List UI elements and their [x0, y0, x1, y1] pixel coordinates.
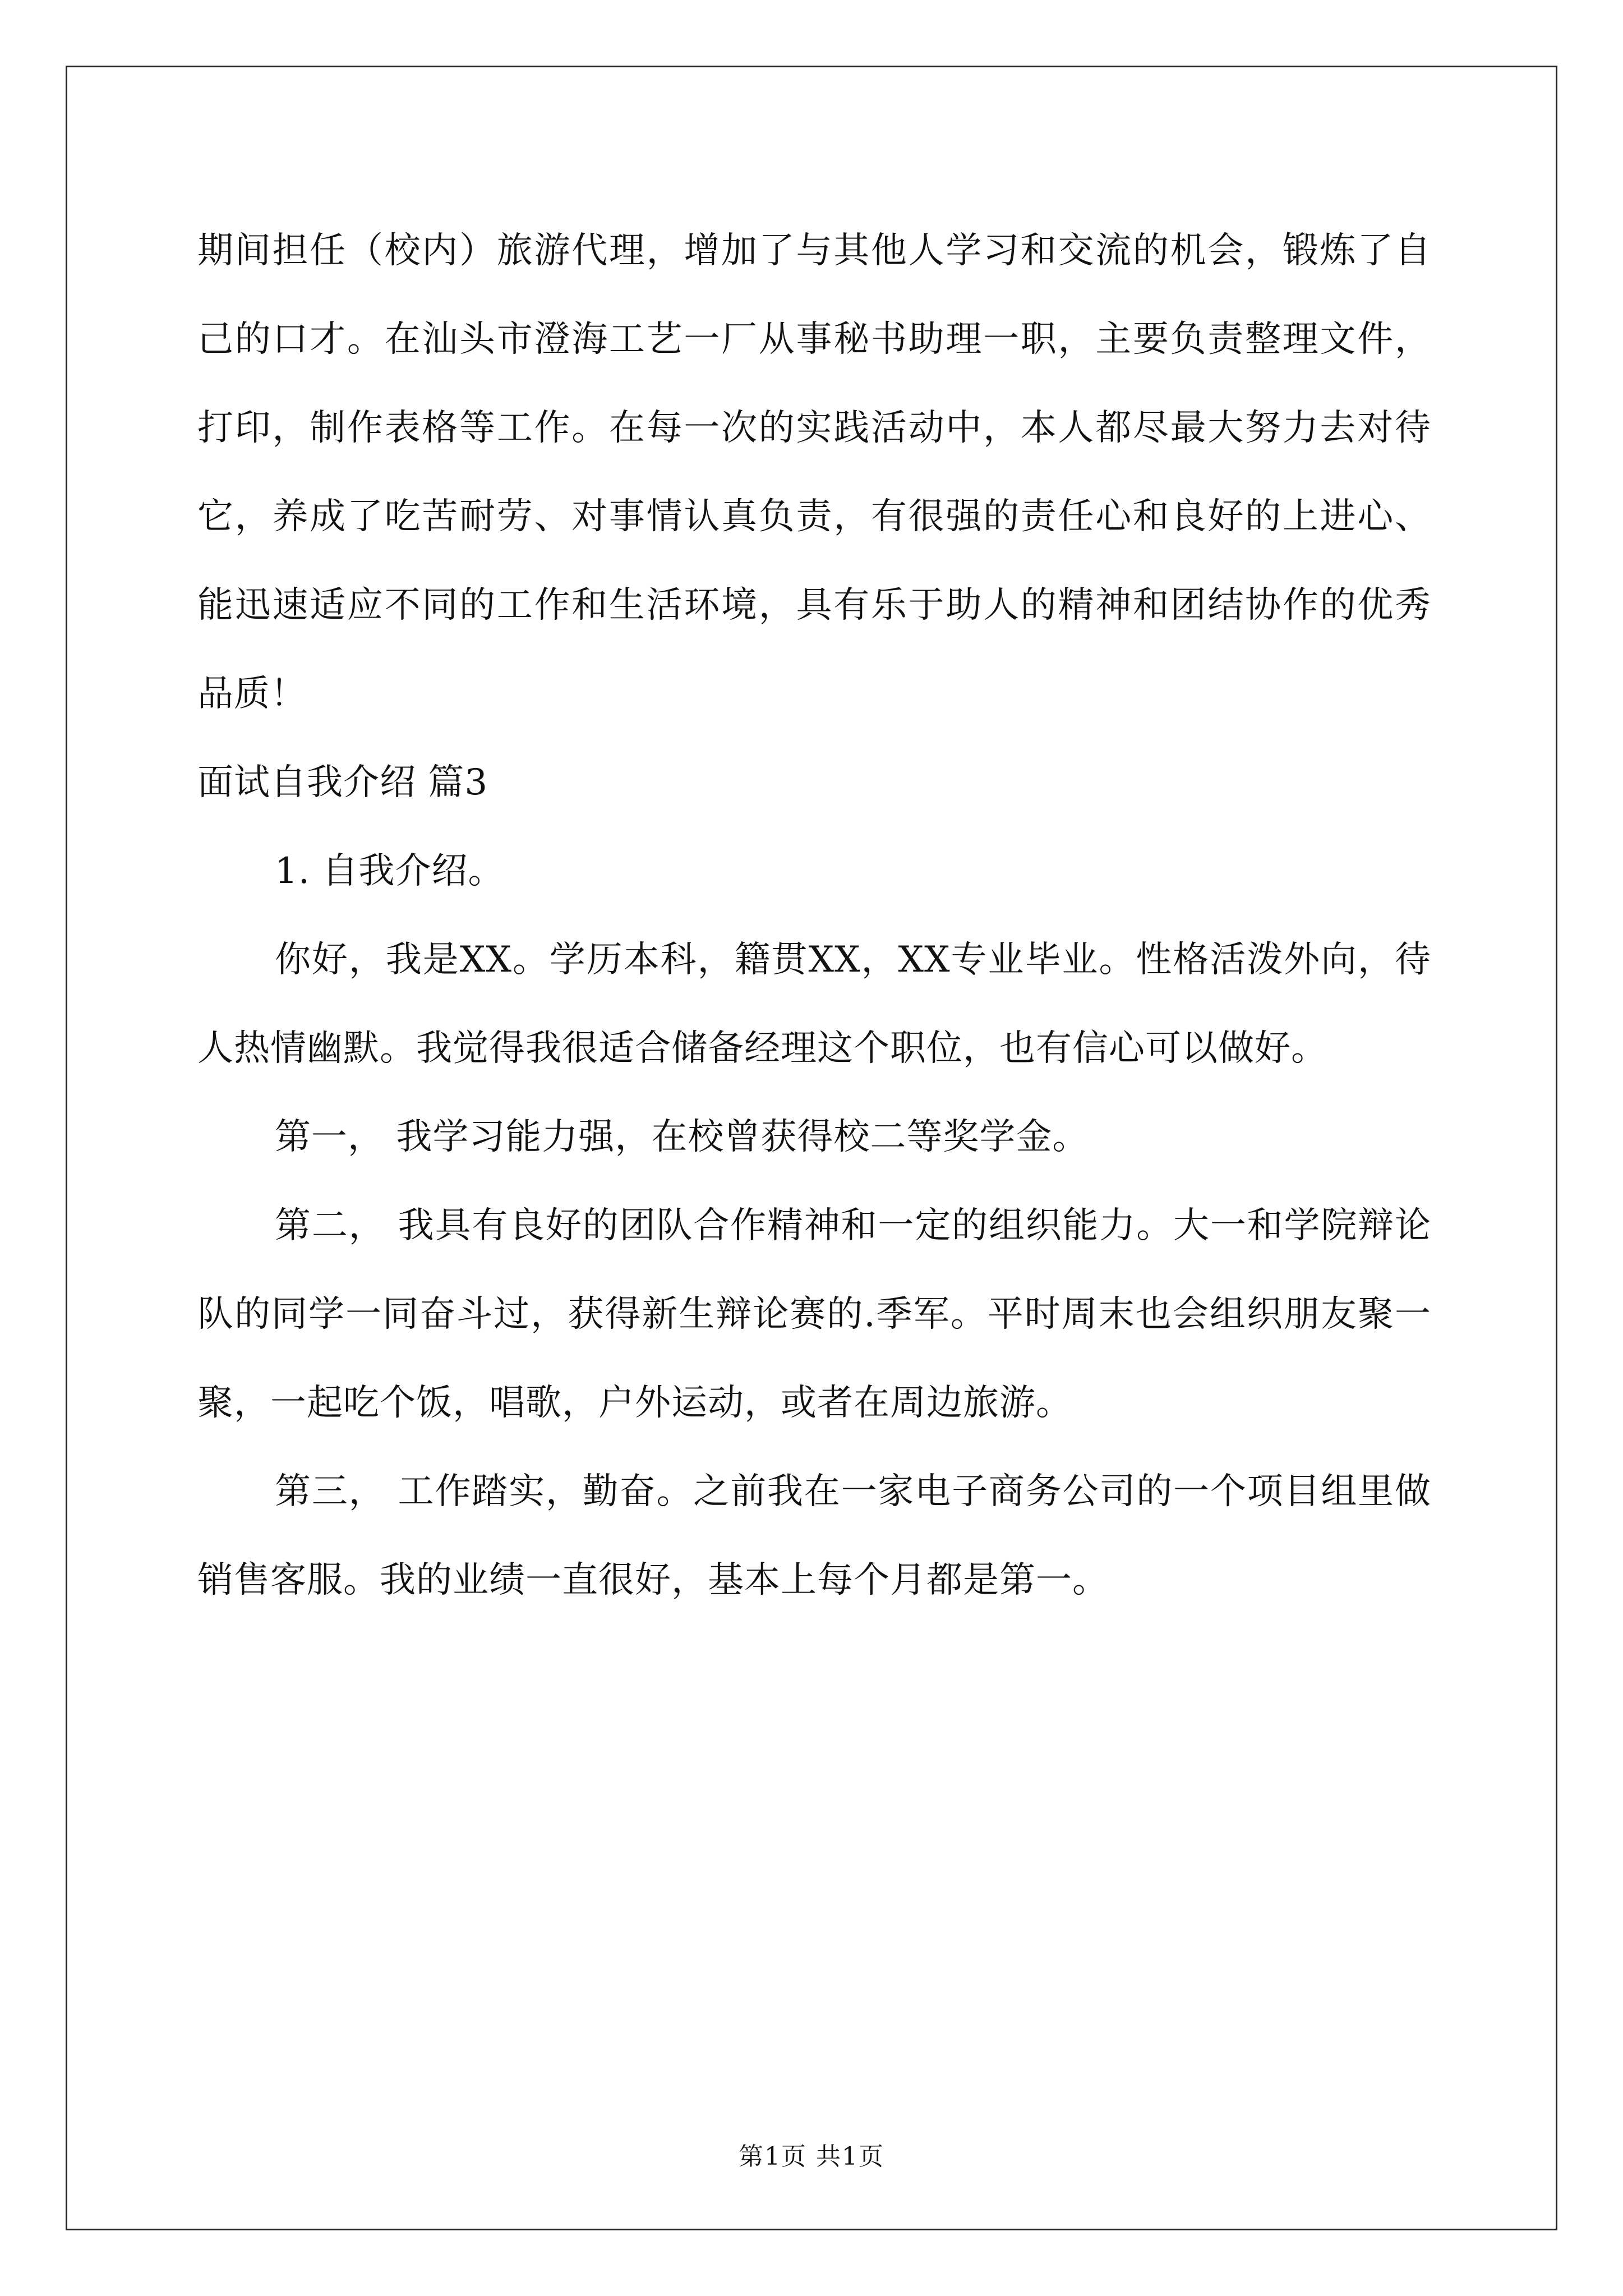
section-heading: 面试自我介绍 篇3 — [197, 762, 488, 803]
paragraph-greeting: 你好，我是XX。学历本科，籍贯XX，XX专业毕业。性格活泼外向，待人热情幽默。我觉得我很适合储备经理这个职位，也有信心可以做好。 — [197, 939, 1431, 1069]
paragraph-self-intro-title: 1. 自我介绍。 — [275, 850, 505, 892]
paragraph-point-one: 第一， 我学习能力强，在校曾获得校二等奖学金。 — [275, 1116, 1089, 1158]
document-body — [197, 206, 1431, 1625]
paragraph-continuation: 期间担任（校内）旅游代理，增加了与其他人学习和交流的机会，锻炼了自己的口才。在汕头市澄海工艺一厂从事秘书助理一职，主要负责整理文件，打印，制作表格等工作。在每一次的实践活动中，本人都尽最大努力去对待它，养成了吃苦耐劳、对事情认真负责，有很强的责任心和良好的上进心、能迅速适应不同的工作和生活环境，具有乐于助人的精神和团结协作的优秀品质！ — [197, 230, 1431, 715]
page-number-footer: 第1页 共1页 — [739, 2142, 884, 2171]
paragraph-point-three: 第三， 工作踏实，勤奋。之前我在一家电子商务公司的一个项目组里做销售客服。我的业绩一直很好，基本上每个月都是第一。 — [197, 1471, 1431, 1601]
paragraph-point-two: 第二， 我具有良好的团队合作精神和一定的组织能力。大一和学院辩论队的同学一同奋斗过，获得新生辩论赛的.季军。平时周末也会组织朋友聚一聚，一起吃个饭，唱歌，户外运动，或者在周边旅游。 — [197, 1205, 1431, 1424]
